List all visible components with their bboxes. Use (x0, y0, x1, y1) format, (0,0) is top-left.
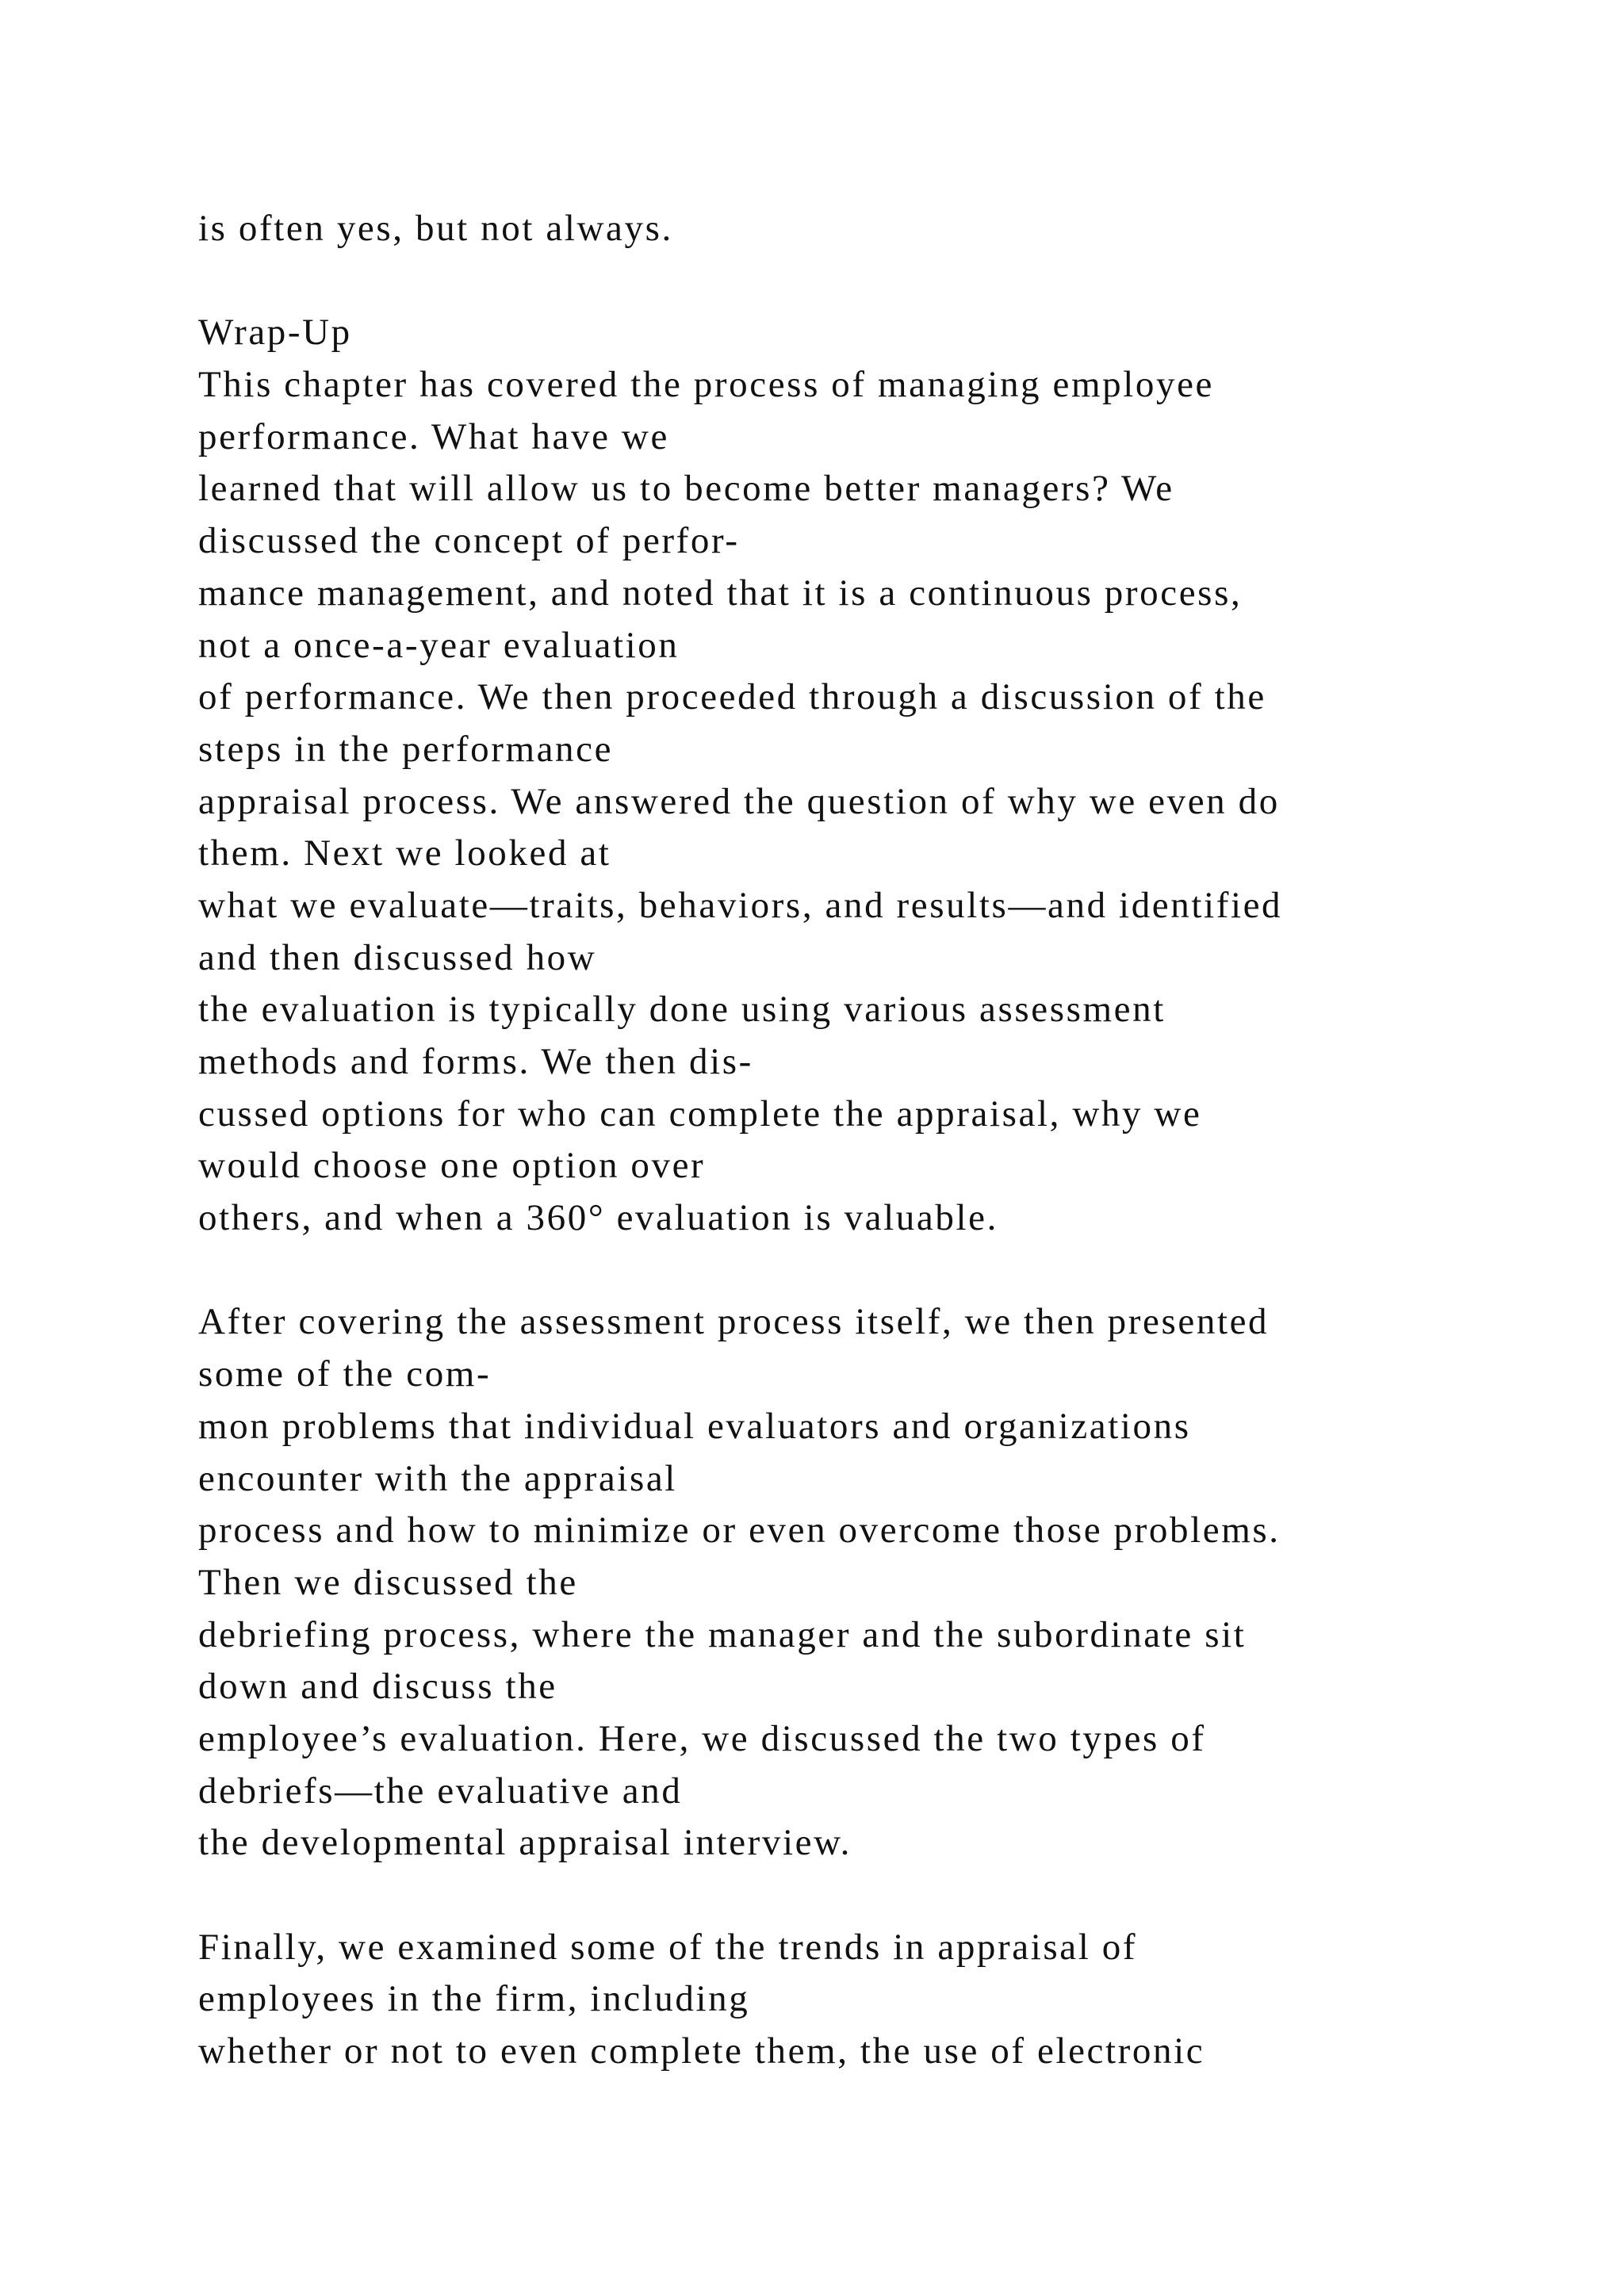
text-line: down and discuss the (198, 1666, 557, 1708)
text-line: mon problems that individual evaluators and organizations (198, 1405, 1191, 1447)
text-line: not a once-a-year evaluation (198, 624, 680, 666)
text-line: the developmental appraisal interview. (198, 1822, 852, 1864)
text-line: methods and forms. We then dis- (198, 1041, 753, 1082)
section-heading: Wrap-Up (198, 312, 352, 354)
text-line: would choose one option over (198, 1145, 706, 1187)
text-line: process and how to minimize or even overcome those problems. (198, 1510, 1281, 1552)
text-line: Finally, we examined some of the trends in appraisal of (198, 1926, 1138, 1968)
text-line: some of the com- (198, 1353, 492, 1395)
text-line: After covering the assessment process itself, we then presented (198, 1301, 1270, 1343)
text-line: discussed the concept of perfor- (198, 520, 740, 562)
text-line: is often yes, but not always. (198, 208, 673, 249)
text-line: whether or not to even complete them, the use of electronic (198, 2030, 1205, 2072)
text-line: debriefing process, where the manager and the subordinate sit (198, 1613, 1247, 1655)
text-line: others, and when a 360° evaluation is valuable. (198, 1197, 998, 1239)
text-line: This chapter has covered the process of managing employee (198, 364, 1214, 406)
blank-line (198, 1869, 1546, 1922)
text-line: what we evaluate—traits, behaviors, and results—and identified (198, 884, 1283, 926)
text-line: and then discussed how (198, 936, 597, 978)
text-line: cussed options for who can complete the appraisal, why we (198, 1093, 1202, 1135)
document-body-text (198, 203, 1546, 2078)
blank-line (198, 1245, 1546, 1297)
text-line: performance. What have we (198, 415, 669, 457)
text-line: mance management, and noted that it is a continuous process, (198, 572, 1243, 614)
text-line: them. Next we looked at (198, 832, 611, 874)
text-line: the evaluation is typically done using various assessment (198, 989, 1166, 1031)
text-line: of performance. We then proceeded through a discussion of the (198, 676, 1266, 718)
text-line: steps in the performance (198, 728, 614, 770)
text-line: appraisal process. We answered the question of why we even do (198, 780, 1280, 822)
text-line: Then we discussed the (198, 1561, 578, 1603)
text-line: employees in the firm, including (198, 1978, 750, 2020)
blank-line (198, 255, 1546, 308)
text-line: debriefs—the evaluative and (198, 1770, 683, 1812)
text-line: employee’s evaluation. Here, we discussed the two types of (198, 1717, 1206, 1759)
text-line: learned that will allow us to become better managers? We (198, 468, 1174, 510)
text-line: encounter with the appraisal (198, 1457, 677, 1499)
